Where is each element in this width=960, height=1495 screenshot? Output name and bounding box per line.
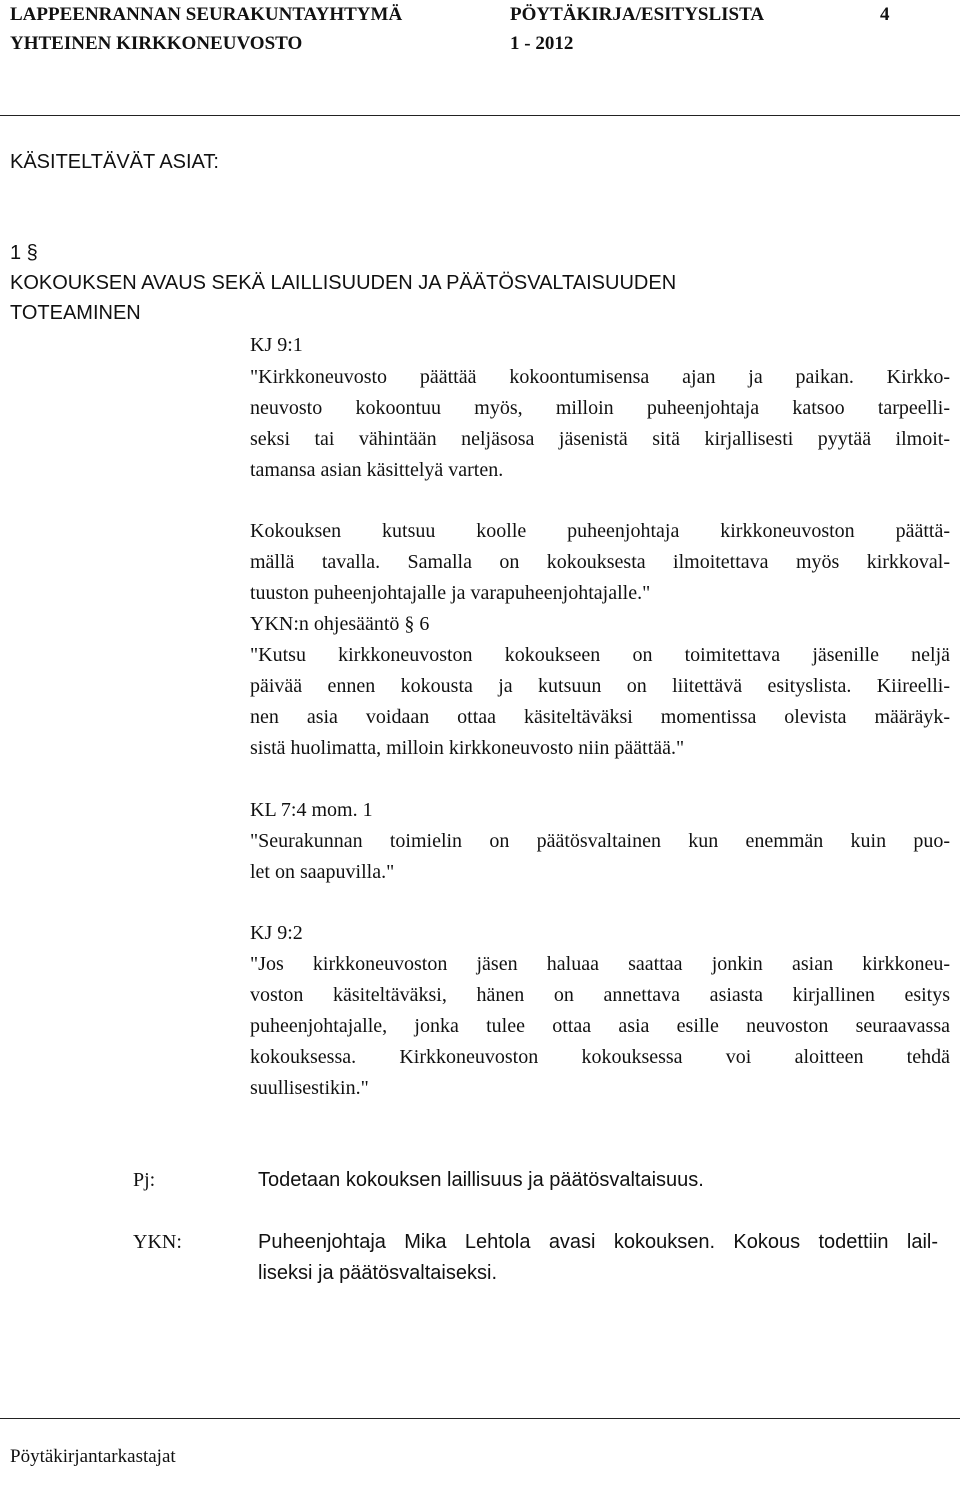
header-org-line1: LAPPEENRANNAN SEURAKUNTAYHTYMÄ: [10, 4, 403, 25]
decision-label-pj: Pj:: [133, 1169, 156, 1191]
kj92-line: kokouksessa. Kirkkoneuvoston kokouksessa voi aloitteen tehdä: [250, 1046, 950, 1068]
kj91-para2-line: mällä tavalla. Samalla on kokouksesta ilmoitettava myös kirkkoval-: [250, 551, 950, 573]
kj91-para2-line: tuuston puheenjohtajalle ja varapuheenjohtajalle.": [250, 582, 651, 604]
decision-text-ykn: liseksi ja päätösvaltaiseksi.: [258, 1262, 497, 1284]
item-title-line2: TOTEAMINEN: [10, 302, 141, 324]
kl74-line: let on saapuvilla.": [250, 861, 395, 883]
kl74-ref: KL 7:4 mom. 1: [250, 799, 373, 821]
kj91-line: tamansa asian käsittelyä varten.: [250, 459, 504, 481]
header-doc-type: PÖYTÄKIRJA/ESITYSLISTA: [510, 4, 765, 25]
kj91-line: seksi tai vähintään neljäsosa jäsenistä sitä kirjallisesti pyytää ilmoit-: [250, 428, 950, 450]
kj92-line: voston käsiteltäväksi, hänen on annettava asiasta kirjallinen esitys: [250, 984, 950, 1006]
header-rule: [0, 115, 960, 116]
decision-text-ykn: Puheenjohtaja Mika Lehtola avasi kokouksen. Kokous todettiin lail-: [258, 1231, 938, 1253]
kj92-line: puheenjohtajalle, jonka tulee ottaa asia esille neuvoston seuraavassa: [250, 1015, 950, 1037]
kj92-line: "Jos kirkkoneuvoston jäsen haluaa saattaa jonkin asian kirkkoneu-: [250, 953, 950, 975]
decision-text-pj: Todetaan kokouksen laillisuus ja päätösvaltaisuus.: [258, 1169, 704, 1191]
item-title-line1: KOKOUKSEN AVAUS SEKÄ LAILLISUUDEN JA PÄÄTÖSVALTAISUUDEN: [10, 272, 677, 294]
footer-rule: [0, 1418, 960, 1419]
kl74-line: "Seurakunnan toimielin on päätösvaltainen kun enemmän kuin puo-: [250, 830, 950, 852]
decision-label-ykn: YKN:: [133, 1231, 182, 1253]
item-number: 1 §: [10, 242, 38, 264]
kj92-line: suullisestikin.": [250, 1077, 369, 1099]
header-page-no: 4: [880, 4, 890, 25]
kj91-ref: KJ 9:1: [250, 334, 303, 356]
kj91-line: neuvosto kokoontuu myös, milloin puheenjohtaja katsoo tarpeelli-: [250, 397, 950, 419]
section-title: KÄSITELTÄVÄT ASIAT:: [10, 151, 219, 173]
ykn6-line: päivää ennen kokousta ja kutsuun on liitettävä esityslista. Kiireelli-: [250, 675, 950, 697]
header-meeting-no: 1 - 2012: [510, 33, 574, 54]
footer-label: Pöytäkirjantarkastajat: [10, 1446, 176, 1467]
ykn6-line: "Kutsu kirkkoneuvoston kokoukseen on toimitettava jäsenille neljä: [250, 644, 950, 666]
ykn6-ref: YKN:n ohjesääntö § 6: [250, 613, 430, 635]
kj91-line: "Kirkkoneuvosto päättää kokoontumisensa ajan ja paikan. Kirkko-: [250, 366, 950, 388]
ykn6-line: sistä huolimatta, milloin kirkkoneuvosto niin päättää.": [250, 737, 685, 759]
kj91-para2-line: Kokouksen kutsuu koolle puheenjohtaja kirkkoneuvoston päättä-: [250, 520, 950, 542]
header-org-line2: YHTEINEN KIRKKONEUVOSTO: [10, 33, 303, 54]
ykn6-line: nen asia voidaan ottaa käsiteltäväksi momentissa olevista määräyk-: [250, 706, 950, 728]
kj92-ref: KJ 9:2: [250, 922, 303, 944]
